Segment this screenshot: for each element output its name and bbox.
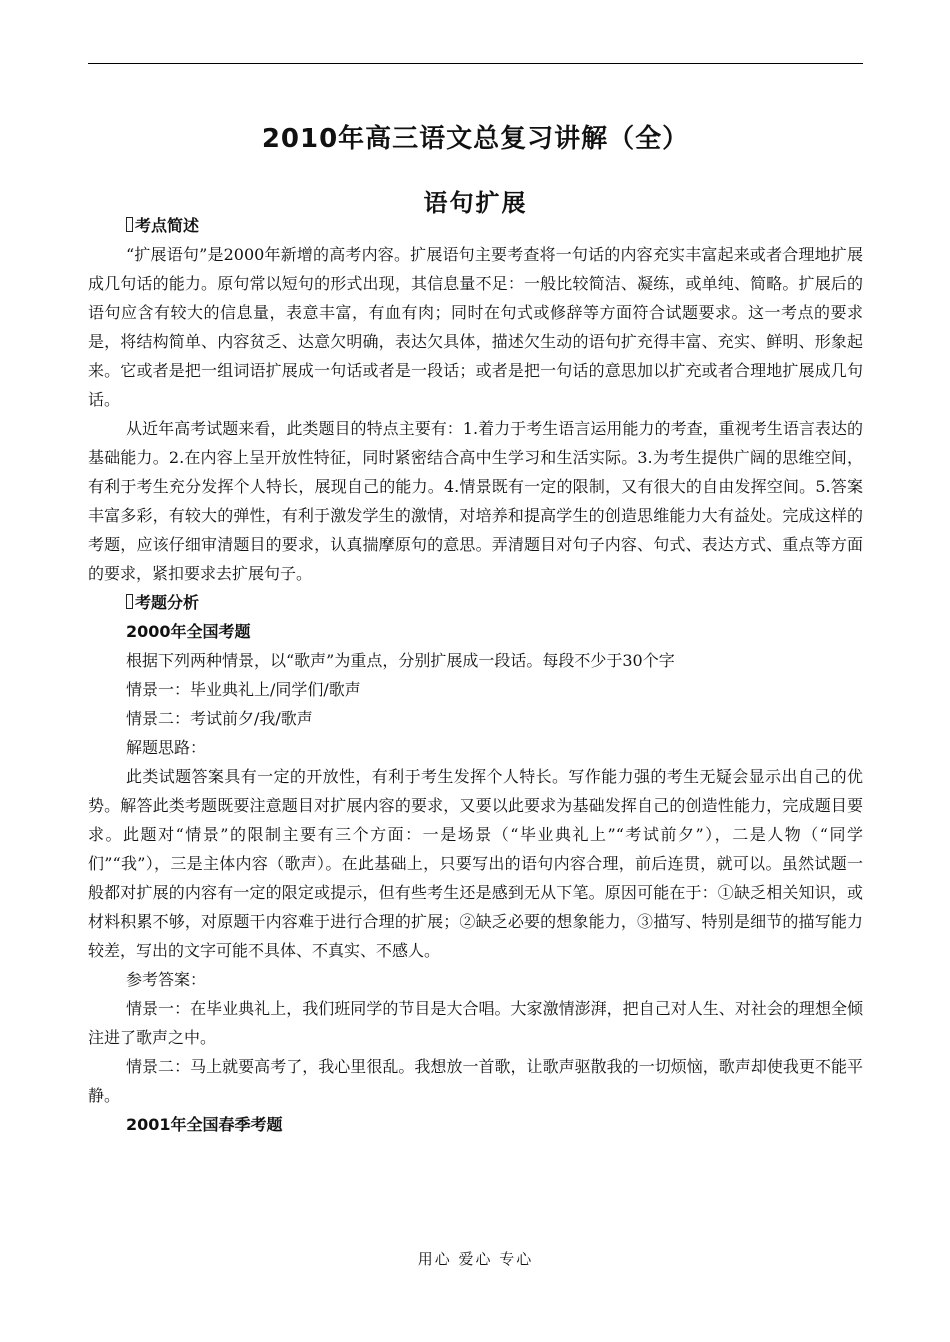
- document-subtitle: 语句扩展: [423, 188, 528, 217]
- answer-2: 情景二：马上就要高考了，我心里很乱。我想放一首歌，让歌声驱散我的一切烦恼，歌声却使我更不能平静。: [88, 1057, 863, 1105]
- scene-2: 情景二：考试前夕/我/歌声: [126, 709, 313, 728]
- exam-2000-question: 根据下列两种情景，以“歌声”为重点，分别扩展成一段话。每段不少于30个字: [126, 651, 675, 670]
- section-heading-analysis: [88, 588, 863, 617]
- document-body: [88, 211, 863, 1139]
- scene-1: 情景一：毕业典礼上/同学们/歌声: [126, 680, 361, 699]
- overview-paragraph-2: 从近年高考试题来看，此类题目的特点主要有：1.着力于考生语言运用能力的考查，重视考生语言表达的基础能力。2.在内容上呈开放性特征，同时紧密结合高中生学习和生活实际。3.为考生提供广阔的思维空间，有利于考生充分发挥个人特长，展现自己的能力。4.情景既有一定的限制，又有很大的自由发挥空间。5.答案丰富多彩，有较大的弹性，有利于激发学生的激情，对培养和提高学生的创造思维能力大有益处。完成这样的考题，应该仔细审清题目的要求，认真揣摩原句的意思。弄清题目对句子内容、句式、表达方式、重点等方面的要求，紧扣要求去扩展句子。: [88, 419, 863, 583]
- header-rule: [88, 63, 863, 64]
- overview-heading-text: 考点简述: [135, 216, 200, 235]
- page-footer: 用心 爱心 专心: [417, 1250, 534, 1268]
- overview-paragraph-1: “扩展语句”是2000年新增的高考内容。扩展语句主要考查将一句话的内容充实丰富起来或者合理地扩展成几句话的能力。原句常以短句的形式出现，其信息量不足：一般比较简洁、凝练，或单纯、简略。扩展后的语句应含有较大的信息量，表意丰富，有血有肉；同时在句式或修辞等方面符合试题要求。这一考点的要求是，将结构简单、内容贫乏、达意欠明确，表达欠具体，描述欠生动的语句扩充得丰富、充实、鲜明、形象起来。它或者是把一组词语扩展成一句话或者是一段话；或者是把一句话的意思加以扩充或者合理地扩展成几句话。: [88, 245, 863, 409]
- bullet-box-icon: [126, 217, 133, 232]
- approach-paragraph: 此类试题答案具有一定的开放性，有利于考生发挥个人特长。写作能力强的考生无疑会显示出自己的优势。解答此类考题既要注意题目对扩展内容的要求，又要以此要求为基础发挥自己的创造性能力，完成题目要求。此题对“情景”的限制主要有三个方面：一是场景（“毕业典礼上”“考试前夕”），二是人物（“同学们”“我”），三是主体内容（歌声）。在此基础上，只要写出的语句内容合理，前后连贯，就可以。虽然试题一般都对扩展的内容有一定的限定或提示，但有些考生还是感到无从下笔。原因可能在于：①缺乏相关知识，或材料积累不够，对原题干内容难于进行合理的扩展；②缺乏必要的想象能力，③描写、特别是细节的描写能力较差，写出的文字可能不具体、不真实、不感人。: [88, 767, 863, 960]
- exam-2000-heading: 2000年全国考题: [126, 622, 251, 641]
- answer-label: 参考答案：: [126, 970, 207, 989]
- bullet-box-icon: [126, 594, 133, 609]
- analysis-heading-text: 考题分析: [135, 593, 200, 612]
- exam-2001-heading: 2001年全国春季考题: [126, 1115, 283, 1134]
- approach-label: 解题思路：: [126, 738, 207, 757]
- section-heading-overview: [88, 211, 863, 240]
- document-title: 2010年高三语文总复习讲解（全）: [261, 124, 690, 154]
- answer-1: 情景一：在毕业典礼上，我们班同学的节目是大合唱。大家激情澎湃，把自己对人生、对社会的理想全倾注进了歌声之中。: [88, 999, 863, 1047]
